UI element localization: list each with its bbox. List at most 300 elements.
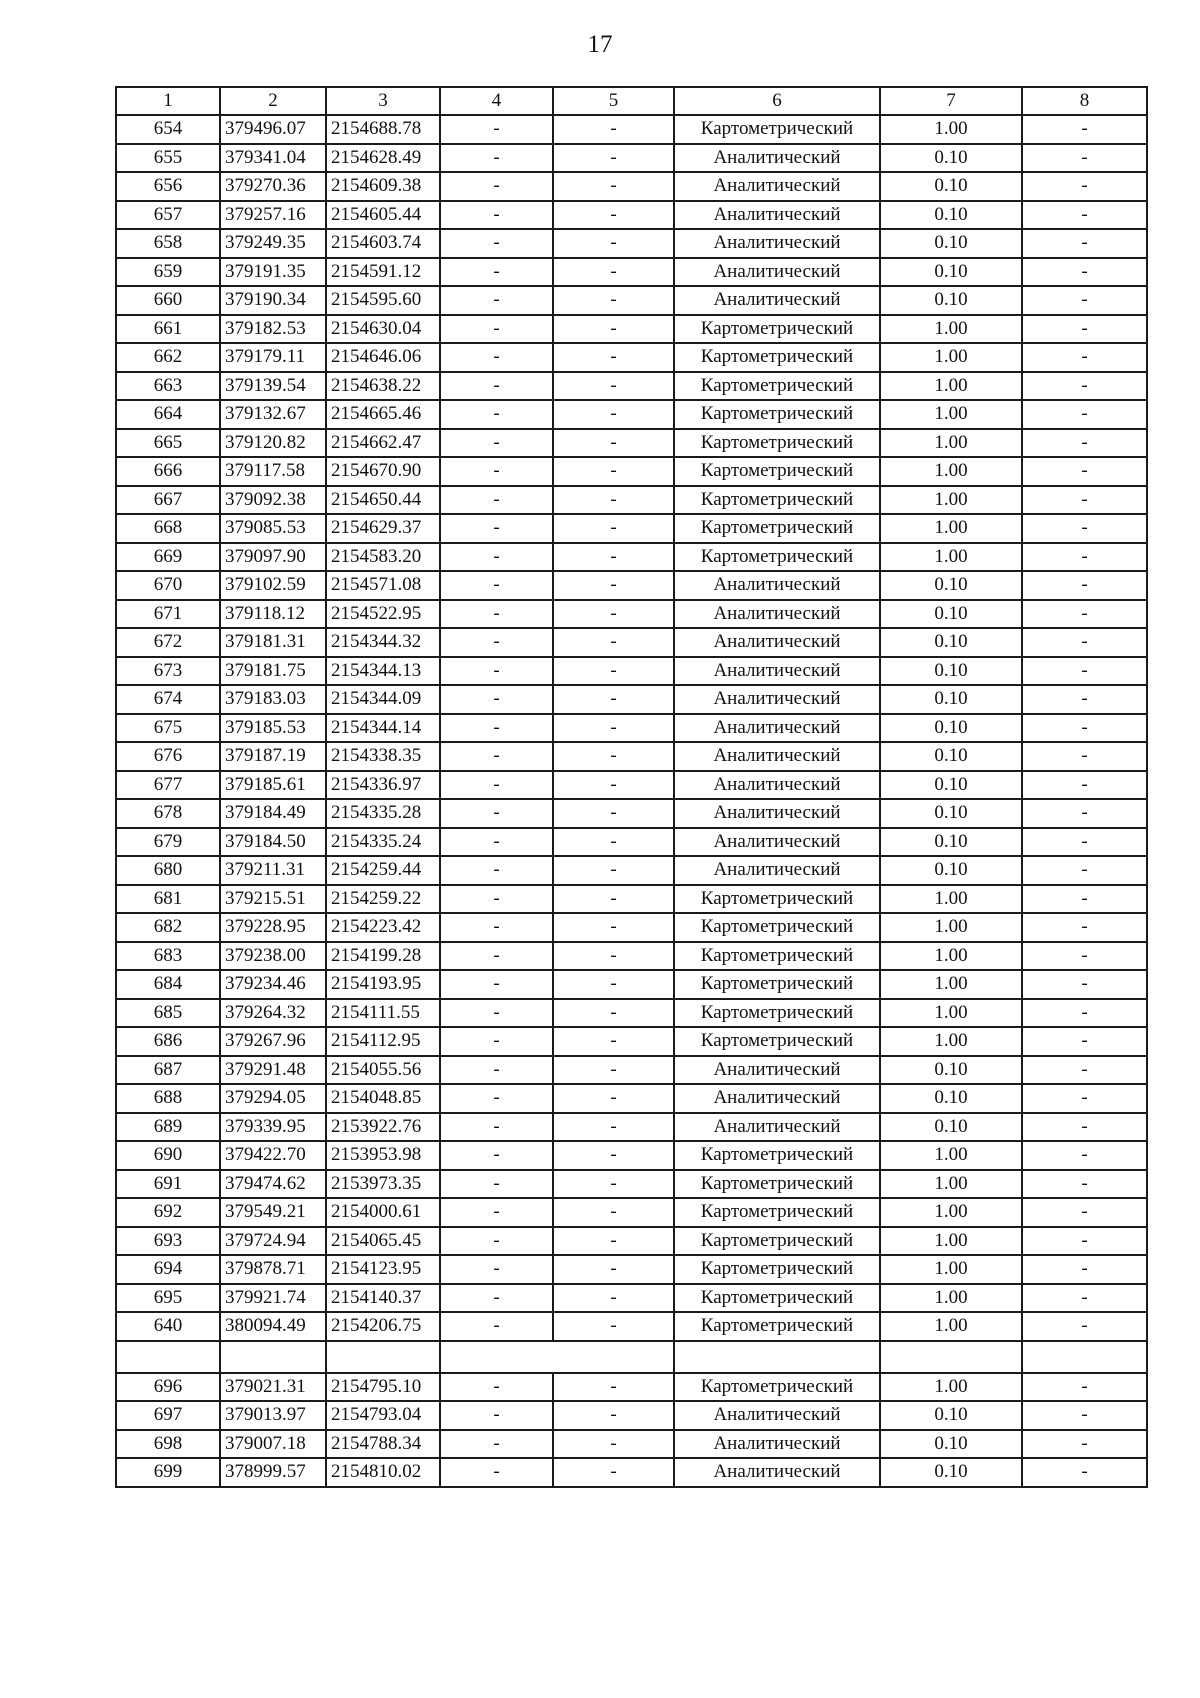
col4-cell: - — [440, 657, 553, 686]
y-coordinate-cell: 2154193.95 — [326, 970, 440, 999]
col8-cell: - — [1022, 942, 1147, 971]
col8-cell: - — [1022, 429, 1147, 458]
col4-cell: - — [440, 970, 553, 999]
x-coordinate-cell: 379238.00 — [220, 942, 326, 971]
method-cell: Картометрический — [674, 970, 880, 999]
method-cell: Аналитический — [674, 600, 880, 629]
col8-cell: - — [1022, 1312, 1147, 1341]
col4-cell: - — [440, 1113, 553, 1142]
table-row — [116, 685, 1147, 714]
accuracy-cell: 1.00 — [880, 372, 1022, 401]
accuracy-cell: 0.10 — [880, 229, 1022, 258]
col5-cell: - — [553, 514, 674, 543]
accuracy-cell: 1.00 — [880, 885, 1022, 914]
col4-cell: - — [440, 229, 553, 258]
method-cell: Картометрический — [674, 913, 880, 942]
col8-cell: - — [1022, 1056, 1147, 1085]
point-number-cell: 667 — [116, 486, 220, 515]
method-cell: Аналитический — [674, 201, 880, 230]
accuracy-cell: 1.00 — [880, 1227, 1022, 1256]
x-coordinate-cell: 379257.16 — [220, 201, 326, 230]
col8-cell: - — [1022, 1084, 1147, 1113]
col4-cell: - — [440, 372, 553, 401]
col5-cell: - — [553, 685, 674, 714]
method-cell — [674, 1341, 880, 1373]
col8-cell: - — [1022, 628, 1147, 657]
method-cell: Картометрический — [674, 942, 880, 971]
col4-cell: - — [440, 172, 553, 201]
col4-cell: - — [440, 1312, 553, 1341]
point-number-cell: 681 — [116, 885, 220, 914]
point-number-cell: 663 — [116, 372, 220, 401]
y-coordinate-cell: 2154629.37 — [326, 514, 440, 543]
y-coordinate-cell: 2154344.13 — [326, 657, 440, 686]
accuracy-cell: 0.10 — [880, 828, 1022, 857]
point-number-cell: 673 — [116, 657, 220, 686]
col4-cell: - — [440, 799, 553, 828]
col8-cell: - — [1022, 828, 1147, 857]
x-coordinate-cell: 379234.46 — [220, 970, 326, 999]
accuracy-cell: 1.00 — [880, 543, 1022, 572]
col5-cell: - — [553, 1027, 674, 1056]
y-coordinate-cell: 2154259.22 — [326, 885, 440, 914]
accuracy-cell: 1.00 — [880, 400, 1022, 429]
col8-cell: - — [1022, 1284, 1147, 1313]
column-header-5: 5 — [553, 87, 674, 115]
col4-cell: - — [440, 286, 553, 315]
col5-cell: - — [553, 1284, 674, 1313]
col4-cell: - — [440, 258, 553, 287]
table-row — [116, 144, 1147, 173]
point-number-cell: 661 — [116, 315, 220, 344]
col8-cell: - — [1022, 799, 1147, 828]
col4-cell: - — [440, 115, 553, 144]
method-cell: Картометрический — [674, 1141, 880, 1170]
point-number-cell: 674 — [116, 685, 220, 714]
x-coordinate-cell: 378999.57 — [220, 1458, 326, 1487]
col5-cell: - — [553, 457, 674, 486]
y-coordinate-cell: 2154000.61 — [326, 1198, 440, 1227]
col8-cell: - — [1022, 457, 1147, 486]
method-cell: Аналитический — [674, 828, 880, 857]
method-cell: Аналитический — [674, 657, 880, 686]
col5-cell: - — [553, 1255, 674, 1284]
col4-cell: - — [440, 543, 553, 572]
point-number-cell: 660 — [116, 286, 220, 315]
method-cell: Картометрический — [674, 1170, 880, 1199]
accuracy-cell: 1.00 — [880, 913, 1022, 942]
table-row — [116, 543, 1147, 572]
point-number-cell: 672 — [116, 628, 220, 657]
col5-cell: - — [553, 1430, 674, 1459]
table-row — [116, 315, 1147, 344]
method-cell: Картометрический — [674, 1255, 880, 1284]
y-coordinate-cell: 2154335.28 — [326, 799, 440, 828]
col8-cell: - — [1022, 657, 1147, 686]
col8-cell: - — [1022, 1027, 1147, 1056]
col5-cell: - — [553, 913, 674, 942]
col8-cell: - — [1022, 514, 1147, 543]
y-coordinate-cell: 2154670.90 — [326, 457, 440, 486]
point-number-cell: 686 — [116, 1027, 220, 1056]
col8-cell — [1022, 1341, 1147, 1373]
x-coordinate-cell: 379190.34 — [220, 286, 326, 315]
method-cell: Аналитический — [674, 172, 880, 201]
x-coordinate-cell: 379422.70 — [220, 1141, 326, 1170]
col5-cell: - — [553, 315, 674, 344]
table-row — [116, 1056, 1147, 1085]
table-row — [116, 970, 1147, 999]
col5-cell: - — [553, 1401, 674, 1430]
accuracy-cell: 1.00 — [880, 315, 1022, 344]
table-row — [116, 1198, 1147, 1227]
col5-cell: - — [553, 600, 674, 629]
col4-cell — [440, 1341, 553, 1373]
table-row — [116, 1284, 1147, 1313]
col4-cell: - — [440, 1198, 553, 1227]
x-coordinate-cell: 379341.04 — [220, 144, 326, 173]
x-coordinate-cell: 379185.61 — [220, 771, 326, 800]
table-row — [116, 201, 1147, 230]
col4-cell: - — [440, 429, 553, 458]
accuracy-cell: 0.10 — [880, 714, 1022, 743]
accuracy-cell: 1.00 — [880, 1198, 1022, 1227]
accuracy-cell: 1.00 — [880, 1170, 1022, 1199]
accuracy-cell: 0.10 — [880, 771, 1022, 800]
column-header-4: 4 — [440, 87, 553, 115]
table-row — [116, 1141, 1147, 1170]
accuracy-cell: 0.10 — [880, 1113, 1022, 1142]
accuracy-cell: 0.10 — [880, 628, 1022, 657]
point-number-cell: 685 — [116, 999, 220, 1028]
col5-cell: - — [553, 628, 674, 657]
accuracy-cell: 1.00 — [880, 999, 1022, 1028]
col4-cell: - — [440, 714, 553, 743]
method-cell: Картометрический — [674, 372, 880, 401]
col8-cell: - — [1022, 1401, 1147, 1430]
col4-cell: - — [440, 1170, 553, 1199]
col5-cell: - — [553, 486, 674, 515]
method-cell: Аналитический — [674, 1056, 880, 1085]
col5-cell: - — [553, 970, 674, 999]
col4-cell: - — [440, 742, 553, 771]
table-row — [116, 571, 1147, 600]
point-number-cell: 697 — [116, 1401, 220, 1430]
x-coordinate-cell — [220, 1341, 326, 1373]
col8-cell: - — [1022, 229, 1147, 258]
col8-cell: - — [1022, 771, 1147, 800]
col8-cell: - — [1022, 543, 1147, 572]
table-row — [116, 600, 1147, 629]
col5-cell: - — [553, 1312, 674, 1341]
y-coordinate-cell: 2154140.37 — [326, 1284, 440, 1313]
accuracy-cell: 0.10 — [880, 856, 1022, 885]
x-coordinate-cell: 379878.71 — [220, 1255, 326, 1284]
y-coordinate-cell: 2154223.42 — [326, 913, 440, 942]
col4-cell: - — [440, 1401, 553, 1430]
point-number-cell: 680 — [116, 856, 220, 885]
method-cell: Аналитический — [674, 571, 880, 600]
method-cell: Картометрический — [674, 1198, 880, 1227]
point-number-cell: 676 — [116, 742, 220, 771]
y-coordinate-cell: 2154206.75 — [326, 1312, 440, 1341]
y-coordinate-cell: 2154199.28 — [326, 942, 440, 971]
point-number-cell: 669 — [116, 543, 220, 572]
method-cell: Аналитический — [674, 742, 880, 771]
accuracy-cell: 0.10 — [880, 742, 1022, 771]
col5-cell: - — [553, 258, 674, 287]
column-header-8: 8 — [1022, 87, 1147, 115]
coordinates-table — [115, 86, 1148, 1488]
accuracy-cell: 1.00 — [880, 1255, 1022, 1284]
method-cell: Картометрический — [674, 343, 880, 372]
point-number-cell: 640 — [116, 1312, 220, 1341]
table-row — [116, 1458, 1147, 1487]
table-row — [116, 1430, 1147, 1459]
x-coordinate-cell: 379181.31 — [220, 628, 326, 657]
table-row — [116, 286, 1147, 315]
table-header-row — [116, 87, 1147, 115]
col8-cell: - — [1022, 885, 1147, 914]
table-row — [116, 1255, 1147, 1284]
col4-cell: - — [440, 685, 553, 714]
x-coordinate-cell: 379724.94 — [220, 1227, 326, 1256]
col5-cell: - — [553, 742, 674, 771]
x-coordinate-cell: 379291.48 — [220, 1056, 326, 1085]
table-row — [116, 115, 1147, 144]
col4-cell: - — [440, 1430, 553, 1459]
x-coordinate-cell: 379215.51 — [220, 885, 326, 914]
col4-cell: - — [440, 571, 553, 600]
accuracy-cell: 1.00 — [880, 942, 1022, 971]
point-number-cell: 699 — [116, 1458, 220, 1487]
col8-cell: - — [1022, 970, 1147, 999]
column-header-6: 6 — [674, 87, 880, 115]
col4-cell: - — [440, 771, 553, 800]
table-row — [116, 742, 1147, 771]
col8-cell: - — [1022, 400, 1147, 429]
method-cell: Аналитический — [674, 1458, 880, 1487]
method-cell: Аналитический — [674, 144, 880, 173]
method-cell: Картометрический — [674, 1373, 880, 1402]
point-number-cell: 664 — [116, 400, 220, 429]
table-row — [116, 799, 1147, 828]
accuracy-cell: 1.00 — [880, 115, 1022, 144]
x-coordinate-cell: 379184.49 — [220, 799, 326, 828]
point-number-cell: 668 — [116, 514, 220, 543]
method-cell: Картометрический — [674, 999, 880, 1028]
column-header-3: 3 — [326, 87, 440, 115]
method-cell: Аналитический — [674, 1113, 880, 1142]
table-row — [116, 1341, 1147, 1373]
col5-cell: - — [553, 144, 674, 173]
accuracy-cell: 1.00 — [880, 1284, 1022, 1313]
accuracy-cell: 0.10 — [880, 1056, 1022, 1085]
x-coordinate-cell: 379264.32 — [220, 999, 326, 1028]
y-coordinate-cell: 2154522.95 — [326, 600, 440, 629]
point-number-cell: 658 — [116, 229, 220, 258]
col5-cell: - — [553, 201, 674, 230]
point-number-cell: 659 — [116, 258, 220, 287]
y-coordinate-cell: 2154344.14 — [326, 714, 440, 743]
col5-cell: - — [553, 343, 674, 372]
y-coordinate-cell: 2154662.47 — [326, 429, 440, 458]
point-number-cell: 679 — [116, 828, 220, 857]
x-coordinate-cell: 379118.12 — [220, 600, 326, 629]
x-coordinate-cell: 379183.03 — [220, 685, 326, 714]
point-number-cell: 666 — [116, 457, 220, 486]
col5-cell: - — [553, 1227, 674, 1256]
point-number-cell: 693 — [116, 1227, 220, 1256]
accuracy-cell: 0.10 — [880, 258, 1022, 287]
point-number-cell: 662 — [116, 343, 220, 372]
accuracy-cell: 1.00 — [880, 1141, 1022, 1170]
x-coordinate-cell: 379228.95 — [220, 913, 326, 942]
point-number-cell: 678 — [116, 799, 220, 828]
method-cell: Картометрический — [674, 1284, 880, 1313]
col8-cell: - — [1022, 372, 1147, 401]
x-coordinate-cell: 379102.59 — [220, 571, 326, 600]
col5-cell: - — [553, 543, 674, 572]
col8-cell: - — [1022, 856, 1147, 885]
col8-cell: - — [1022, 1198, 1147, 1227]
x-coordinate-cell: 379007.18 — [220, 1430, 326, 1459]
method-cell: Аналитический — [674, 771, 880, 800]
method-cell: Картометрический — [674, 514, 880, 543]
method-cell: Аналитический — [674, 714, 880, 743]
y-coordinate-cell: 2154583.20 — [326, 543, 440, 572]
accuracy-cell: 1.00 — [880, 1027, 1022, 1056]
point-number-cell: 692 — [116, 1198, 220, 1227]
accuracy-cell: 0.10 — [880, 144, 1022, 173]
col5-cell: - — [553, 115, 674, 144]
col8-cell: - — [1022, 913, 1147, 942]
table-row — [116, 942, 1147, 971]
x-coordinate-cell: 379339.95 — [220, 1113, 326, 1142]
point-number-cell: 689 — [116, 1113, 220, 1142]
point-number-cell: 655 — [116, 144, 220, 173]
x-coordinate-cell: 379184.50 — [220, 828, 326, 857]
table-row — [116, 486, 1147, 515]
x-coordinate-cell: 379211.31 — [220, 856, 326, 885]
col5-cell: - — [553, 1458, 674, 1487]
accuracy-cell: 0.10 — [880, 1084, 1022, 1113]
table-row — [116, 429, 1147, 458]
point-number-cell: 688 — [116, 1084, 220, 1113]
point-number-cell: 671 — [116, 600, 220, 629]
accuracy-cell: 0.10 — [880, 172, 1022, 201]
method-cell: Картометрический — [674, 1312, 880, 1341]
x-coordinate-cell: 379181.75 — [220, 657, 326, 686]
x-coordinate-cell: 379139.54 — [220, 372, 326, 401]
col4-cell: - — [440, 315, 553, 344]
col5-cell: - — [553, 1170, 674, 1199]
method-cell: Картометрический — [674, 315, 880, 344]
point-number-cell: 696 — [116, 1373, 220, 1402]
point-number-cell: 687 — [116, 1056, 220, 1085]
accuracy-cell: 0.10 — [880, 1401, 1022, 1430]
method-cell: Аналитический — [674, 286, 880, 315]
y-coordinate-cell: 2153973.35 — [326, 1170, 440, 1199]
y-coordinate-cell: 2154665.46 — [326, 400, 440, 429]
y-coordinate-cell: 2154630.04 — [326, 315, 440, 344]
table-row — [116, 1373, 1147, 1402]
point-number-cell: 656 — [116, 172, 220, 201]
column-header-2: 2 — [220, 87, 326, 115]
x-coordinate-cell: 379185.53 — [220, 714, 326, 743]
point-number-cell — [116, 1341, 220, 1373]
point-number-cell: 677 — [116, 771, 220, 800]
x-coordinate-cell: 379249.35 — [220, 229, 326, 258]
col4-cell: - — [440, 856, 553, 885]
method-cell: Картометрический — [674, 543, 880, 572]
col5-cell: - — [553, 1056, 674, 1085]
accuracy-cell: 1.00 — [880, 343, 1022, 372]
y-coordinate-cell: 2154793.04 — [326, 1401, 440, 1430]
col4-cell: - — [440, 1027, 553, 1056]
column-header-7: 7 — [880, 87, 1022, 115]
y-coordinate-cell: 2154048.85 — [326, 1084, 440, 1113]
table-row — [116, 1027, 1147, 1056]
col8-cell: - — [1022, 571, 1147, 600]
y-coordinate-cell: 2154259.44 — [326, 856, 440, 885]
col5-cell: - — [553, 856, 674, 885]
col8-cell: - — [1022, 600, 1147, 629]
y-coordinate-cell: 2154650.44 — [326, 486, 440, 515]
x-coordinate-cell: 379179.11 — [220, 343, 326, 372]
x-coordinate-cell: 379013.97 — [220, 1401, 326, 1430]
accuracy-cell: 0.10 — [880, 571, 1022, 600]
y-coordinate-cell: 2154603.74 — [326, 229, 440, 258]
table-row — [116, 1113, 1147, 1142]
table-row — [116, 1227, 1147, 1256]
col4-cell: - — [440, 400, 553, 429]
y-coordinate-cell: 2154336.97 — [326, 771, 440, 800]
y-coordinate-cell: 2154111.55 — [326, 999, 440, 1028]
col4-cell: - — [440, 1141, 553, 1170]
col4-cell: - — [440, 457, 553, 486]
table-row — [116, 172, 1147, 201]
y-coordinate-cell: 2154571.08 — [326, 571, 440, 600]
col4-cell: - — [440, 1284, 553, 1313]
y-coordinate-cell: 2154609.38 — [326, 172, 440, 201]
col5-cell: - — [553, 571, 674, 600]
col8-cell: - — [1022, 1170, 1147, 1199]
method-cell: Картометрический — [674, 885, 880, 914]
col8-cell: - — [1022, 115, 1147, 144]
col5-cell: - — [553, 942, 674, 971]
point-number-cell: 670 — [116, 571, 220, 600]
col5-cell: - — [553, 885, 674, 914]
table-row — [116, 856, 1147, 885]
table-row — [116, 657, 1147, 686]
y-coordinate-cell: 2153953.98 — [326, 1141, 440, 1170]
col8-cell: - — [1022, 201, 1147, 230]
x-coordinate-cell: 379097.90 — [220, 543, 326, 572]
accuracy-cell: 1.00 — [880, 514, 1022, 543]
y-coordinate-cell: 2154065.45 — [326, 1227, 440, 1256]
x-coordinate-cell: 379092.38 — [220, 486, 326, 515]
x-coordinate-cell: 379187.19 — [220, 742, 326, 771]
col5-cell: - — [553, 771, 674, 800]
table-row — [116, 714, 1147, 743]
method-cell: Аналитический — [674, 799, 880, 828]
point-number-cell: 698 — [116, 1430, 220, 1459]
accuracy-cell: 1.00 — [880, 1312, 1022, 1341]
col8-cell: - — [1022, 1113, 1147, 1142]
col4-cell: - — [440, 999, 553, 1028]
col4-cell: - — [440, 144, 553, 173]
